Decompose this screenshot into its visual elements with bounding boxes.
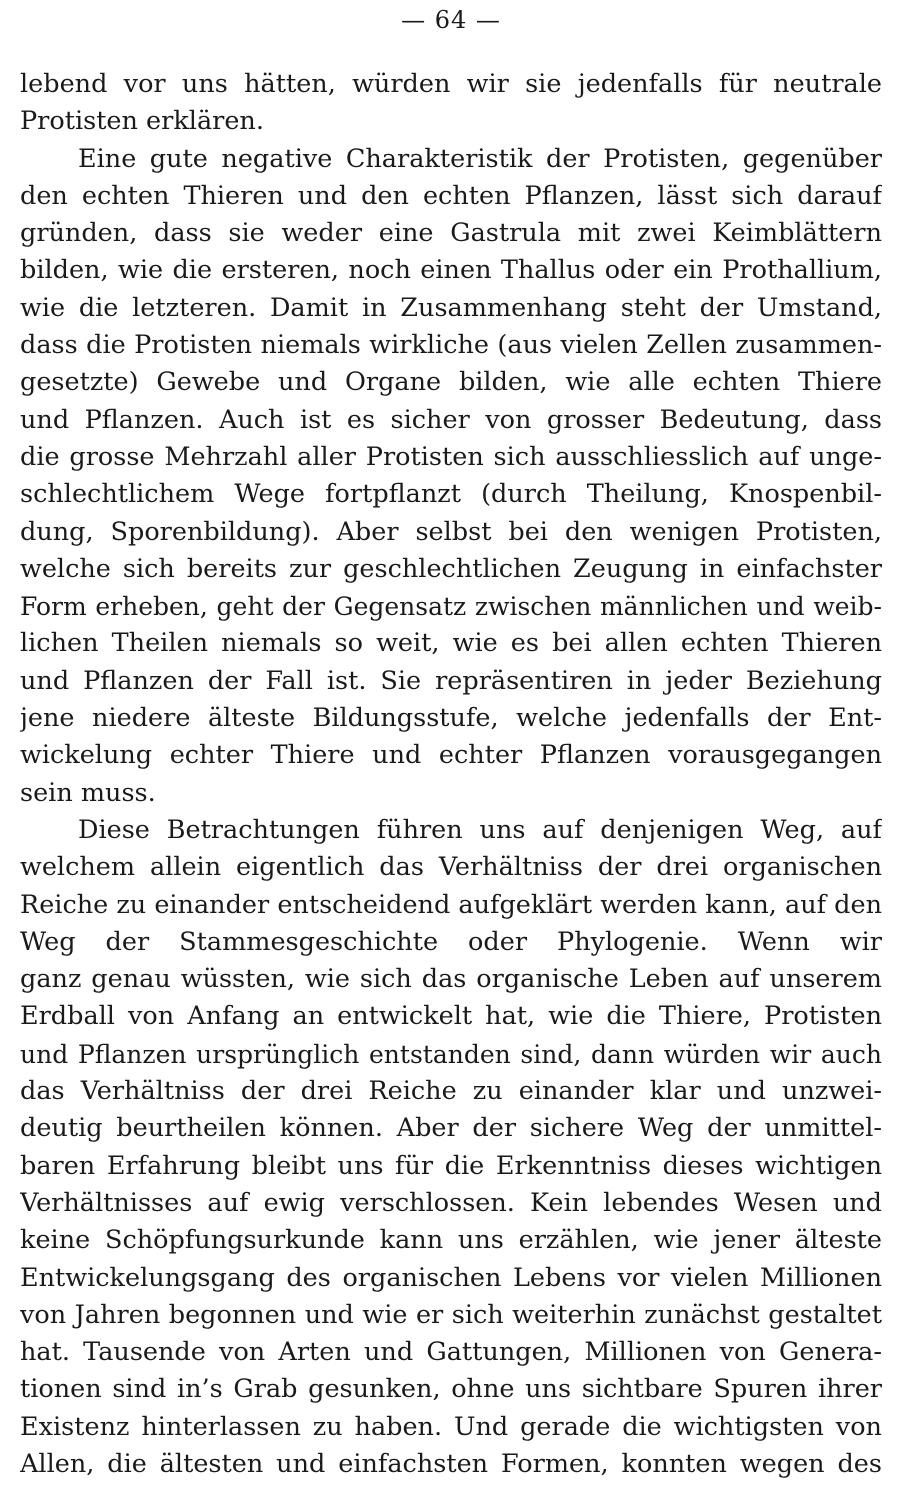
text-line: gesetzte) Gewebe und Organe bilden, wie alle echten Thiere — [20, 367, 882, 398]
text-line: bilden, wie die ersteren, noch einen Thallus oder ein Prothallium, — [20, 255, 882, 286]
text-line: und Pflanzen ursprünglich entstanden sind, dann würden wir auch — [20, 1039, 882, 1069]
text-line: und Pflanzen der Fall ist. Sie repräsentiren in jeder Beziehung — [20, 665, 882, 696]
text-line: ganz genau wüssten, wie sich das organische Leben auf unserem — [20, 964, 882, 995]
text-line: dung, Sporenbildung). Aber selbst bei den wenigen Protisten, — [20, 516, 882, 547]
text-line: Protisten erklären. — [20, 106, 264, 137]
text-line: Reiche zu einander entscheidend aufgeklärt werden kann, auf den — [20, 889, 882, 920]
text-line: Existenz hinterlassen zu haben. Und gerade die wichtigsten von — [20, 1411, 882, 1442]
text-line: lichen Theilen niemals so weit, wie es bei allen echten Thieren — [20, 628, 882, 659]
text-line: und Pflanzen. Auch ist es sicher von grosser Bedeutung, dass — [20, 404, 882, 435]
text-line: Erdball von Anfang an entwickelt hat, wie die Thiere, Protisten — [20, 1001, 882, 1032]
text-line: Weg der Stammesgeschichte oder Phylogenie. Wenn wir — [20, 926, 882, 957]
text-line: schlechtlichem Wege fortpflanzt (durch Theilung, Knospenbil- — [20, 479, 882, 510]
text-line: Verhältnisses auf ewig verschlossen. Kein lebendes Wesen und — [20, 1187, 882, 1218]
text-line: deutig beurtheilen können. Aber der sichere Weg der unmittel- — [20, 1113, 882, 1144]
book-page — [20, 0, 882, 1507]
text-line: Form erheben, geht der Gegensatz zwischen männlichen und weib- — [20, 592, 882, 622]
text-line: jene niedere älteste Bildungsstufe, welche jedenfalls der Ent- — [20, 703, 882, 734]
text-line: von Jahren begonnen und wie er sich weiterhin zunächst gestaltet — [20, 1299, 882, 1330]
text-line: lebend vor uns hätten, würden wir sie jedenfalls für neutrale — [20, 69, 882, 99]
page-number: — 64 — — [401, 6, 501, 34]
text-line: welchem allein eigentlich das Verhältniss der drei organischen — [20, 852, 882, 883]
text-line: die grosse Mehrzahl aller Protisten sich ausschliesslich auf unge- — [20, 441, 882, 472]
text-line: das Verhältniss der drei Reiche zu einander klar und unzwei- — [20, 1076, 882, 1107]
text-line: Allen, die ältesten und einfachsten Formen, konnten wegen des — [20, 1448, 882, 1479]
text-line: hat. Tausende von Arten und Gattungen, Millionen von Genera- — [20, 1337, 882, 1368]
text-line: gründen, dass sie weder eine Gastrula mit zwei Keimblättern — [20, 218, 882, 249]
text-line: Diese Betrachtungen führen uns auf denjenigen Weg, auf — [78, 814, 882, 845]
body-text — [20, 66, 882, 1483]
text-line: Entwickelungsgang des organischen Lebens vor vielen Millionen — [20, 1262, 882, 1293]
text-line: den echten Thieren und den echten Pflanzen, lässt sich darauf — [20, 180, 882, 211]
text-line: baren Erfahrung bleibt uns für die Erkenntniss dieses wichtigen — [20, 1150, 882, 1181]
text-line: dass die Protisten niemals wirkliche (aus vielen Zellen zusammen- — [20, 330, 882, 361]
text-line: Eine gute negative Charakteristik der Protisten, gegenüber — [78, 143, 882, 174]
text-line: wie die letzteren. Damit in Zusammenhang steht der Umstand, — [20, 292, 882, 323]
text-line: sein muss. — [20, 777, 156, 808]
text-line: welche sich bereits zur geschlechtlichen Zeugung in einfachster — [20, 553, 882, 584]
text-line: wickelung echter Thiere und echter Pflanzen vorausgegangen — [20, 740, 882, 771]
text-line: tionen sind in’s Grab gesunken, ohne uns sichtbare Spuren ihrer — [20, 1374, 882, 1405]
text-line: keine Schöpfungsurkunde kann uns erzählen, wie jener älteste — [20, 1225, 882, 1256]
